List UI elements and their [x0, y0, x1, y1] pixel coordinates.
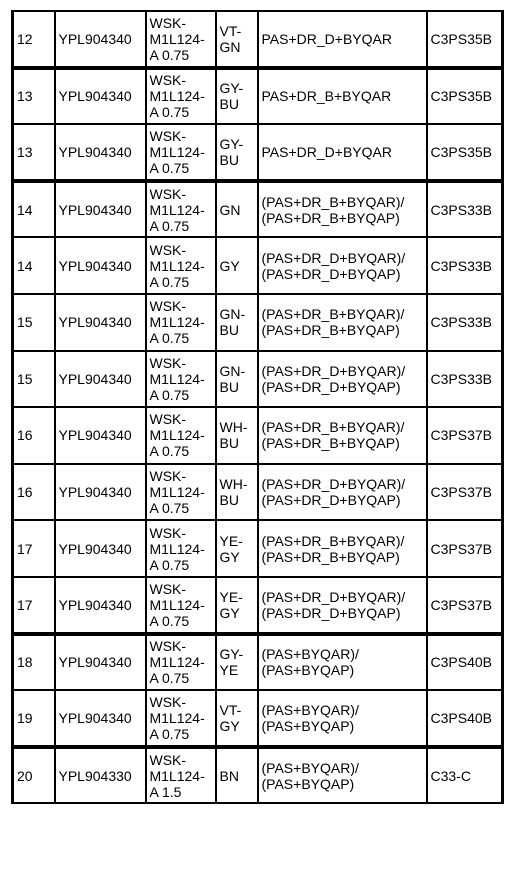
cell-line: GN- — [219, 362, 246, 379]
cell-line: VT- — [219, 22, 242, 39]
cell-line: WSK- — [149, 14, 187, 31]
color-code-cell — [216, 747, 258, 804]
cell-line: M1L124- — [149, 257, 205, 274]
cell-line: BN — [219, 767, 239, 784]
cell-line: (PAS+DR_B+BYQAP) — [261, 209, 400, 226]
part-number-cell: YPL904340 — [55, 634, 146, 691]
table-row — [13, 294, 503, 351]
circuit-cell — [258, 294, 427, 351]
position-cell: 14 — [13, 237, 55, 294]
connector-cell: C3PS37B — [427, 577, 503, 634]
cell-line: WSK- — [149, 241, 187, 258]
part-number-cell: YPL904340 — [55, 351, 146, 408]
color-code-cell — [216, 577, 258, 634]
cell-line: (PAS+DR_B+BYQAP) — [261, 548, 400, 565]
cell-line: GY — [219, 548, 240, 565]
cell-line: WH- — [219, 476, 248, 493]
cell-line: GY- — [219, 646, 244, 663]
cell-line: A 0.75 — [149, 330, 190, 347]
cell-line: (PAS+DR_D+BYQAP) — [261, 604, 401, 621]
position-cell: 15 — [13, 351, 55, 408]
cell-line: WSK- — [149, 127, 187, 144]
position-cell: 17 — [13, 577, 55, 634]
cell-line: (PAS+DR_D+BYQAR)/ — [261, 362, 406, 379]
cell-line: WSK- — [149, 411, 187, 428]
connector-cell: C3PS33B — [427, 351, 503, 408]
cell-line: BU — [219, 378, 239, 395]
wire-spec-cell — [146, 237, 216, 294]
connector-cell: C3PS35B — [427, 124, 503, 181]
connector-cell: C3PS33B — [427, 294, 503, 351]
cell-line: (PAS+DR_B+BYQAP) — [261, 435, 400, 452]
wire-spec-cell — [146, 577, 216, 634]
connector-cell: C3PS35B — [427, 11, 503, 68]
cell-line: PAS+DR_D+BYQAR — [261, 30, 392, 47]
wire-spec-cell — [146, 464, 216, 521]
cell-line: M1L124- — [149, 201, 205, 218]
color-code-cell — [216, 237, 258, 294]
cell-line: PAS+DR_B+BYQAR — [261, 88, 392, 105]
connector-cell: C3PS40B — [427, 690, 503, 747]
wiring-table — [11, 10, 504, 804]
position-cell: 15 — [13, 294, 55, 351]
color-code-cell — [216, 11, 258, 68]
connector-cell: C3PS33B — [427, 237, 503, 294]
position-cell: 18 — [13, 634, 55, 691]
cell-line: A 0.75 — [149, 670, 190, 687]
part-number-cell: YPL904340 — [55, 294, 146, 351]
circuit-cell — [258, 520, 427, 577]
color-code-cell — [216, 634, 258, 691]
table-row — [13, 520, 503, 577]
wiring-table-container — [11, 10, 504, 804]
circuit-cell — [258, 124, 427, 181]
part-number-cell: YPL904340 — [55, 577, 146, 634]
part-number-cell: YPL904340 — [55, 407, 146, 464]
cell-line: WSK- — [149, 298, 187, 315]
color-code-cell — [216, 294, 258, 351]
connector-cell: C3PS35B — [427, 68, 503, 125]
color-code-cell — [216, 68, 258, 125]
cell-line: WSK- — [149, 72, 187, 89]
wire-spec-cell — [146, 351, 216, 408]
cell-line: BU — [219, 96, 239, 113]
connector-cell: C33-C — [427, 747, 503, 804]
table-row — [13, 237, 503, 294]
cell-line: A 0.75 — [149, 386, 190, 403]
table-row — [13, 407, 503, 464]
circuit-cell — [258, 11, 427, 68]
cell-line: M1L124- — [149, 143, 205, 160]
color-code-cell — [216, 351, 258, 408]
cell-line: A 0.75 — [149, 500, 190, 517]
cell-line: M1L124- — [149, 540, 205, 557]
circuit-cell — [258, 237, 427, 294]
cell-line: YE- — [219, 532, 243, 549]
cell-line: A 0.75 — [149, 217, 190, 234]
table-row — [13, 747, 503, 804]
wire-spec-cell — [146, 11, 216, 68]
cell-line: GN — [219, 201, 241, 218]
connector-cell: C3PS37B — [427, 520, 503, 577]
part-number-cell: YPL904340 — [55, 237, 146, 294]
cell-line: GN — [219, 38, 241, 55]
cell-line: PAS+DR_D+BYQAR — [261, 143, 392, 160]
cell-line: GY — [219, 604, 240, 621]
wire-spec-cell — [146, 294, 216, 351]
position-cell: 17 — [13, 520, 55, 577]
connector-cell: C3PS37B — [427, 464, 503, 521]
part-number-cell: YPL904340 — [55, 520, 146, 577]
cell-line: (PAS+DR_D+BYQAP) — [261, 378, 401, 395]
cell-line: A 0.75 — [149, 612, 190, 629]
color-code-cell — [216, 181, 258, 238]
position-cell: 13 — [13, 68, 55, 125]
cell-line: VT- — [219, 701, 242, 718]
cell-line: (PAS+DR_D+BYQAP) — [261, 265, 401, 282]
part-number-cell: YPL904340 — [55, 124, 146, 181]
color-code-cell — [216, 464, 258, 521]
wire-spec-cell — [146, 124, 216, 181]
position-cell: 19 — [13, 690, 55, 747]
position-cell: 16 — [13, 407, 55, 464]
cell-line: M1L124- — [149, 370, 205, 387]
wire-spec-cell — [146, 407, 216, 464]
cell-line: (PAS+BYQAP) — [261, 717, 355, 734]
cell-line: GY- — [219, 80, 244, 97]
circuit-cell — [258, 181, 427, 238]
cell-line: (PAS+BYQAR)/ — [261, 701, 359, 718]
wire-spec-cell — [146, 68, 216, 125]
connector-cell: C3PS40B — [427, 634, 503, 691]
cell-line: BU — [219, 435, 239, 452]
circuit-cell — [258, 747, 427, 804]
part-number-cell: YPL904340 — [55, 68, 146, 125]
cell-line: M1L124- — [149, 88, 205, 105]
wire-spec-cell — [146, 181, 216, 238]
part-number-cell: YPL904340 — [55, 690, 146, 747]
position-cell: 20 — [13, 747, 55, 804]
cell-line: A 0.75 — [149, 159, 190, 176]
table-row — [13, 181, 503, 238]
cell-line: A 0.75 — [149, 273, 190, 290]
table-row — [13, 11, 503, 68]
cell-line: (PAS+BYQAR)/ — [261, 646, 359, 663]
part-number-cell: YPL904340 — [55, 464, 146, 521]
cell-line: GY- — [219, 135, 244, 152]
cell-line: WSK- — [149, 638, 187, 655]
cell-line: WSK- — [149, 354, 187, 371]
table-row — [13, 68, 503, 125]
cell-line: (PAS+DR_B+BYQAR)/ — [261, 306, 405, 323]
cell-line: M1L124- — [149, 709, 205, 726]
cell-line: M1L124- — [149, 767, 205, 784]
cell-line: WSK- — [149, 751, 187, 768]
cell-line: A 0.75 — [149, 104, 190, 121]
cell-line: A 0.75 — [149, 443, 190, 460]
cell-line: (PAS+DR_D+BYQAR)/ — [261, 249, 406, 266]
cell-line: M1L124- — [149, 427, 205, 444]
position-cell: 14 — [13, 181, 55, 238]
cell-line: GY — [219, 717, 240, 734]
position-cell: 13 — [13, 124, 55, 181]
part-number-cell: YPL904330 — [55, 747, 146, 804]
cell-line: (PAS+DR_D+BYQAR)/ — [261, 476, 406, 493]
part-number-cell: YPL904340 — [55, 11, 146, 68]
cell-line: (PAS+DR_D+BYQAP) — [261, 492, 401, 509]
cell-line: BU — [219, 151, 239, 168]
table-row — [13, 690, 503, 747]
color-code-cell — [216, 124, 258, 181]
cell-line: M1L124- — [149, 484, 205, 501]
cell-line: GY — [219, 257, 240, 274]
position-cell: 16 — [13, 464, 55, 521]
cell-line: A 0.75 — [149, 725, 190, 742]
cell-line: (PAS+DR_B+BYQAR)/ — [261, 419, 405, 436]
cell-line: (PAS+DR_D+BYQAR)/ — [261, 588, 406, 605]
cell-line: (PAS+DR_B+BYQAR)/ — [261, 532, 405, 549]
cell-line: A 0.75 — [149, 556, 190, 573]
cell-line: WSK- — [149, 524, 187, 541]
circuit-cell — [258, 407, 427, 464]
circuit-cell — [258, 351, 427, 408]
connector-cell: C3PS33B — [427, 181, 503, 238]
cell-line: WSK- — [149, 185, 187, 202]
cell-line: A 1.5 — [149, 783, 182, 800]
cell-line: A 0.75 — [149, 46, 190, 63]
color-code-cell — [216, 407, 258, 464]
cell-line: (PAS+DR_B+BYQAR)/ — [261, 193, 405, 210]
cell-line: YE — [219, 662, 239, 679]
wire-spec-cell — [146, 634, 216, 691]
circuit-cell — [258, 464, 427, 521]
table-row — [13, 577, 503, 634]
cell-line: (PAS+BYQAR)/ — [261, 759, 359, 776]
wire-spec-cell — [146, 520, 216, 577]
cell-line: (PAS+DR_B+BYQAP) — [261, 322, 400, 339]
table-row — [13, 464, 503, 521]
connector-cell: C3PS37B — [427, 407, 503, 464]
cell-line: GN- — [219, 306, 246, 323]
cell-line: (PAS+BYQAP) — [261, 662, 355, 679]
circuit-cell — [258, 68, 427, 125]
cell-line: YE- — [219, 588, 243, 605]
wire-spec-cell — [146, 690, 216, 747]
position-cell: 12 — [13, 11, 55, 68]
cell-line: (PAS+BYQAP) — [261, 775, 355, 792]
part-number-cell: YPL904340 — [55, 181, 146, 238]
cell-line: WSK- — [149, 468, 187, 485]
cell-line: WSK- — [149, 693, 187, 710]
wiring-table-body — [13, 11, 503, 803]
table-row — [13, 124, 503, 181]
table-row — [13, 634, 503, 691]
cell-line: M1L124- — [149, 314, 205, 331]
circuit-cell — [258, 634, 427, 691]
table-row — [13, 351, 503, 408]
circuit-cell — [258, 577, 427, 634]
cell-line: BU — [219, 322, 239, 339]
wire-spec-cell — [146, 747, 216, 804]
cell-line: M1L124- — [149, 596, 205, 613]
color-code-cell — [216, 520, 258, 577]
cell-line: BU — [219, 492, 239, 509]
cell-line: WH- — [219, 419, 248, 436]
cell-line: WSK- — [149, 580, 187, 597]
cell-line: M1L124- — [149, 30, 205, 47]
circuit-cell — [258, 690, 427, 747]
color-code-cell — [216, 690, 258, 747]
cell-line: M1L124- — [149, 654, 205, 671]
